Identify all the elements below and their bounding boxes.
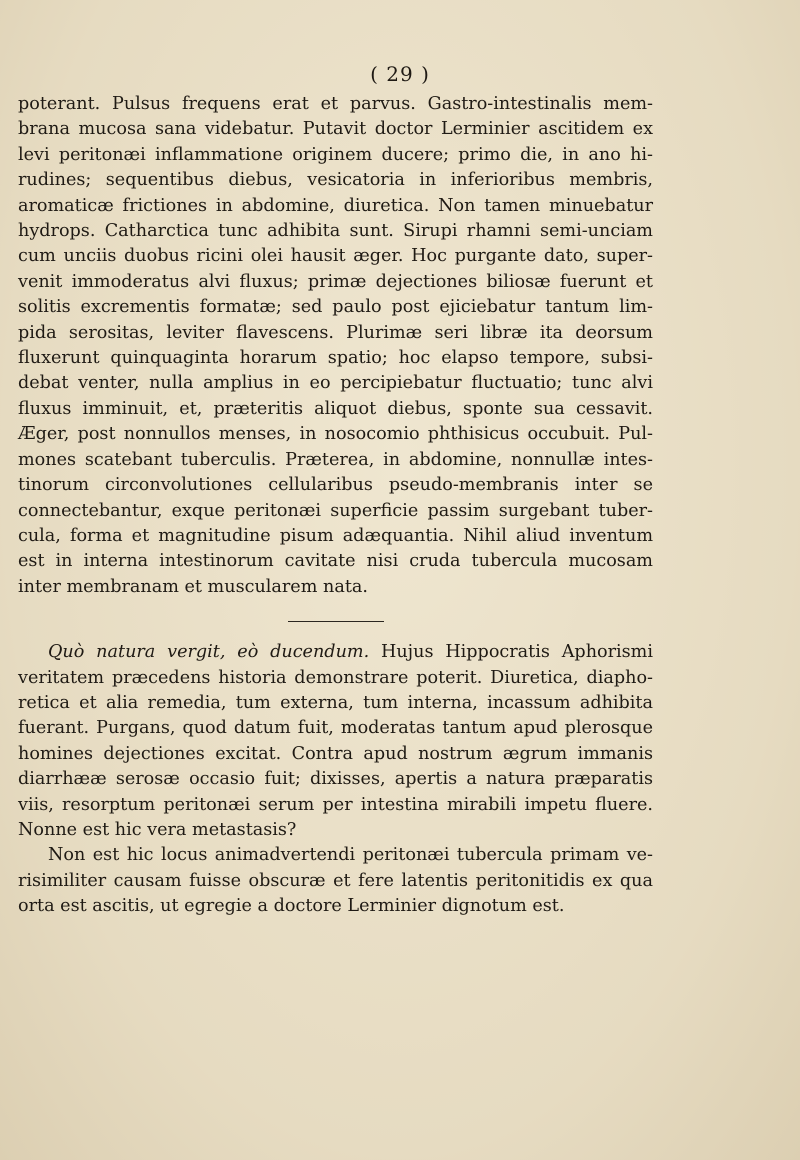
paragraph-aphorism bbox=[18, 640, 653, 843]
text-line: Nonne est hic vera metastasis? bbox=[18, 819, 297, 840]
text-line: Æger, post nonnullos menses, in nosocomio phthisicus occubuit. Pul- bbox=[18, 424, 653, 445]
paragraph-case-history bbox=[18, 92, 653, 422]
text-line: levi peritonæi inflammatione originem ducere; primo die, in ano hi- bbox=[18, 144, 653, 165]
text-line: fluxus imminuit, et, præteritis aliquot diebus, sponte sua cessavit. bbox=[18, 398, 653, 419]
text-line: connectebantur, exque peritonæi superficie passim surgebant tuber- bbox=[18, 500, 653, 521]
aphorism-quote: Quò natura vergit, eò ducendum. bbox=[48, 642, 370, 663]
text-line: diarrhææ serosæ occasio fuit; dixisses, apertis a natura præparatis bbox=[18, 769, 653, 790]
text-line: rudines; sequentibus diebus, vesicatoria in inferioribus membris, bbox=[18, 170, 653, 191]
text-line: homines dejectiones excitat. Contra apud nostrum ægrum immanis bbox=[18, 743, 653, 764]
text-line: debat venter, nulla amplius in eo percipiebatur fluctuatio; tunc alvi bbox=[18, 373, 653, 394]
page-number: ( 29 ) bbox=[370, 62, 430, 86]
text-line: tinorum circonvolutiones cellularibus pseudo-membranis inter se bbox=[18, 475, 653, 496]
text-line: orta est ascitis, ut egregie a doctore Lerminier dignotum est. bbox=[18, 896, 565, 917]
text-line: viis, resorptum peritonæi serum per intestina mirabili impetu fluere. bbox=[18, 794, 653, 815]
text-line: fuerant. Purgans, quod datum fuit, moderatas tantum apud plerosque bbox=[18, 718, 653, 739]
text-line: Non est hic locus animadvertendi peritonæi tubercula primam ve- bbox=[48, 845, 653, 866]
text-line: inter membranam et muscularem nata. bbox=[18, 576, 368, 597]
text-line: cula, forma et magnitudine pisum adæquantia. Nihil aliud inventum bbox=[18, 525, 653, 546]
text-line: aromaticæ frictiones in abdomine, diuretica. Non tamen minuebatur bbox=[18, 195, 653, 216]
text-line: cum unciis duobus ricini olei hausit æger. Hoc purgante dato, super- bbox=[18, 246, 653, 267]
paragraph-autopsy bbox=[18, 422, 653, 600]
aphorism-line-rest: Hujus Hippocratis Aphorismi bbox=[369, 642, 653, 663]
text-line bbox=[18, 640, 653, 665]
text-line: hydrops. Catharctica tunc adhibita sunt. Sirupi rhamni semi-unciam bbox=[18, 221, 653, 242]
text-line: veritatem præcedens historia demonstrare poterit. Diuretica, diapho- bbox=[18, 667, 653, 688]
text-line: retica et alia remedia, tum externa, tum interna, incassum adhibita bbox=[18, 692, 653, 713]
text-line: poterant. Pulsus frequens erat et parvus. Gastro-intestinalis mem- bbox=[18, 94, 653, 114]
paragraph-note bbox=[18, 843, 653, 919]
text-line: risimiliter causam fuisse obscuræ et fere latentis peritonitidis ex qua bbox=[18, 870, 653, 891]
text-line: fluxerunt quinquaginta horarum spatio; hoc elapso tempore, subsi- bbox=[18, 348, 653, 369]
text-line: venit immoderatus alvi fluxus; primæ dejectiones biliosæ fuerunt et bbox=[18, 271, 653, 292]
text-line: brana mucosa sana videbatur. Putavit doctor Lerminier ascitidem ex bbox=[18, 119, 653, 140]
text-line: pida serositas, leviter flavescens. Plurimæ seri libræ ita deorsum bbox=[18, 322, 653, 343]
text-line: mones scatebant tuberculis. Præterea, in abdomine, nonnullæ intes- bbox=[18, 449, 653, 470]
text-line: solitis excrementis formatæ; sed paulo post ejiciebatur tantum lim- bbox=[18, 297, 653, 318]
text-line: est in interna intestinorum cavitate nisi cruda tubercula mucosam bbox=[18, 551, 653, 572]
body-text bbox=[18, 92, 653, 920]
section-divider bbox=[288, 621, 384, 622]
